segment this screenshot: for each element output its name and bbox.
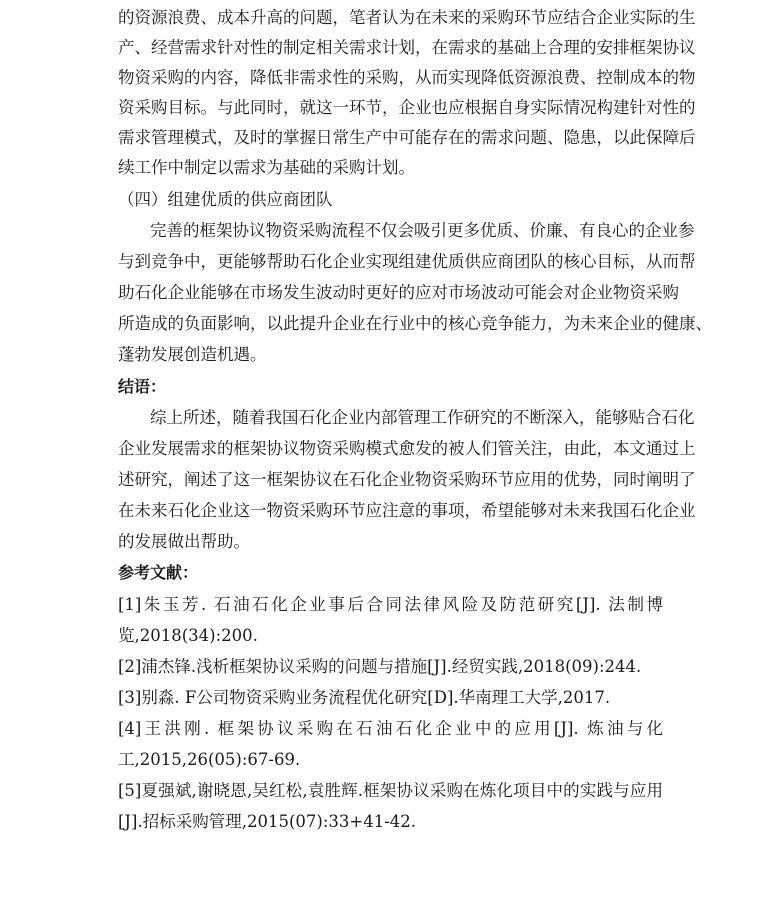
conclusion-heading: 结语： bbox=[118, 377, 167, 396]
body-text-line: 完善的框架协议物资采购流程不仅会吸引更多优质、价廉、有良心的企业参 bbox=[150, 221, 695, 240]
body-text-line: 企业发展需求的框架协议物资采购模式愈发的被人们管关注，由此，本文通过上 bbox=[118, 439, 696, 458]
reference-item-4: [4]王洪刚. 框架协议采购在石油石化企业中的应用[J]. 炼油与化 bbox=[118, 719, 663, 738]
body-text-line: 综上所述，随着我国石化企业内部管理工作研究的不断深入，能够贴合石化 bbox=[150, 408, 695, 427]
body-text-line: 所造成的负面影响，以此提升企业在行业中的核心竞争能力，为未来企业的健康、 bbox=[118, 314, 712, 333]
body-text-line: 产、经营需求针对性的制定相关需求计划，在需求的基础上合理的安排框架协议 bbox=[118, 38, 696, 57]
body-text-line: 在未来石化企业这一物资采购环节应注意的事项，希望能够对未来我国石化企业 bbox=[118, 501, 696, 520]
body-text-line: 需求管理模式，及时的掌握日常生产中可能存在的需求问题、隐患，以此保障后 bbox=[118, 128, 696, 147]
references-heading: 参考文献： bbox=[118, 563, 199, 582]
body-text-line: 续工作中制定以需求为基础的采购计划。 bbox=[118, 158, 415, 177]
reference-item-4-cont: 工,2015,26(05):67-69. bbox=[118, 750, 301, 769]
body-text-line: 的发展做出帮助。 bbox=[118, 532, 250, 551]
reference-item-1: [1]朱玉芳. 石油石化企业事后合同法律风险及防范研究[J]. 法制博 bbox=[118, 595, 663, 614]
body-text-line: 的资源浪费、成本升高的问题，笔者认为在未来的采购环节应结合企业实际的生 bbox=[118, 8, 696, 27]
reference-item-2: [2]浦杰锋.浅析框架协议采购的问题与措施[J].经贸实践,2018(09):244. bbox=[118, 657, 642, 676]
reference-item-3: [3]别淼. F公司物资采购业务流程优化研究[D].华南理工大学,2017. bbox=[118, 688, 611, 707]
body-text-line: 述研究，阐述了这一框架协议在石化企业物资采购环节应用的优势，同时阐明了 bbox=[118, 470, 696, 489]
reference-item-1-cont: 览,2018(34):200. bbox=[118, 626, 258, 645]
body-text-line: 与到竞争中，更能够帮助石化企业实现组建优质供应商团队的核心目标，从而帮 bbox=[118, 252, 696, 271]
reference-item-5: [5]夏强斌,谢晓恩,吴红松,袁胜辉.框架协议采购在炼化项目中的实践与应用 bbox=[118, 781, 663, 800]
body-text-line: 物资采购的内容，降低非需求性的采购，从而实现降低资源浪费、控制成本的物 bbox=[118, 68, 696, 87]
section-title: （四）组建优质的供应商团队 bbox=[118, 190, 333, 209]
body-text-line: 蓬勃发展创造机遇。 bbox=[118, 345, 267, 364]
body-text-line: 助石化企业能够在市场发生波动时更好的应对市场波动可能会对企业物资采购 bbox=[118, 283, 679, 302]
reference-item-5-cont: [J].招标采购管理,2015(07):33+41-42. bbox=[118, 812, 417, 831]
body-text-line: 资采购目标。与此同时，就这一环节，企业也应根据自身实际情况构建针对性的 bbox=[118, 98, 696, 117]
